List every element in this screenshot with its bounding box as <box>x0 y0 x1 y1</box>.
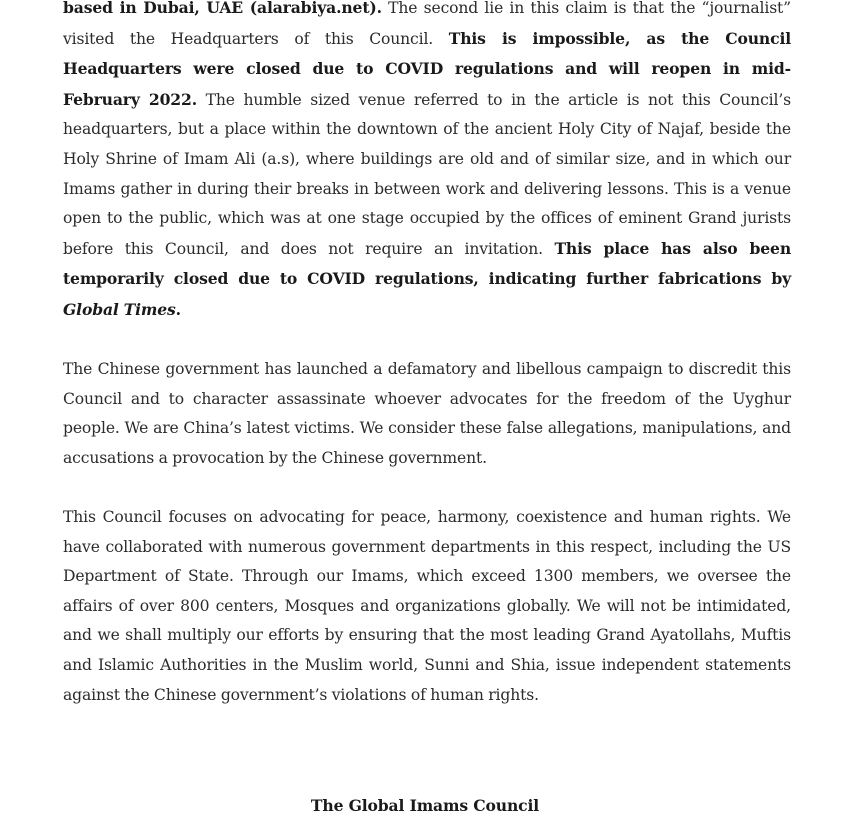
publication-name: Global Times <box>63 299 176 319</box>
paragraph-spacer <box>63 326 791 356</box>
bold-text-fabrications: This place has also been temporarily closed due to COVID regulations, indicating further fabrications by Global Times. <box>63 238 792 319</box>
document-body <box>63 0 791 710</box>
signature-council-name: The Global Imams Council <box>310 796 540 815</box>
paragraph-spacer <box>63 474 791 504</box>
paragraph-council-mission: This Council focuses on advocating for peace, harmony, coexistence and human rights. We have collaborated with numerous government departments in this respect, including the US Department of State. Through our Imams, which exceed 1300 members, we oversee the affairs of over 800 centers, Mosques and organizations globally. We will not be intimidated, and we shall multiply our efforts by ensuring that the most leading Grand Ayatollahs, Muftis and Islamic Authorities in the Muslim world, Sunni and Shia, issue independent statements against the Chinese government’s violations of human rights. <box>63 508 791 704</box>
bold-text-source: based in Dubai, UAE (alarabiya.net). <box>63 0 382 17</box>
paragraph-defamation-campaign: The Chinese government has launched a defamatory and libellous campaign to discredit this Council and to character assassinate whoever advocates for the freedom of the Uyghur people. We are China’s latest victims. We consider these false allegations, manipulations, and accusations a provocation by the Chinese government. <box>63 360 791 467</box>
text-venue-description: The humble sized venue referred to in the article is not this Council’s headquarters, but a place within the downtown of the ancient Holy City of Najaf, beside the Holy Shrine of Imam Ali (a.s), where buildings are old and of similar size, and in which our Imams gather in during their breaks in between work and delivering lessons. This is a venue open to the public, which was at one stage occupied by the offices of eminent Grand jurists before this Council, and does not require an invitation. <box>63 90 791 258</box>
paragraph-headquarters-claim <box>63 0 791 326</box>
bold-text-covid-closure: This is impossible, as the Council Headquarters were closed due to COVID regulations and will reopen in mid-February 2022. <box>63 28 792 109</box>
text-journalist-visit: The second lie in this claim is that the “journalist” visited the Headquarters of this Council. <box>63 0 791 48</box>
